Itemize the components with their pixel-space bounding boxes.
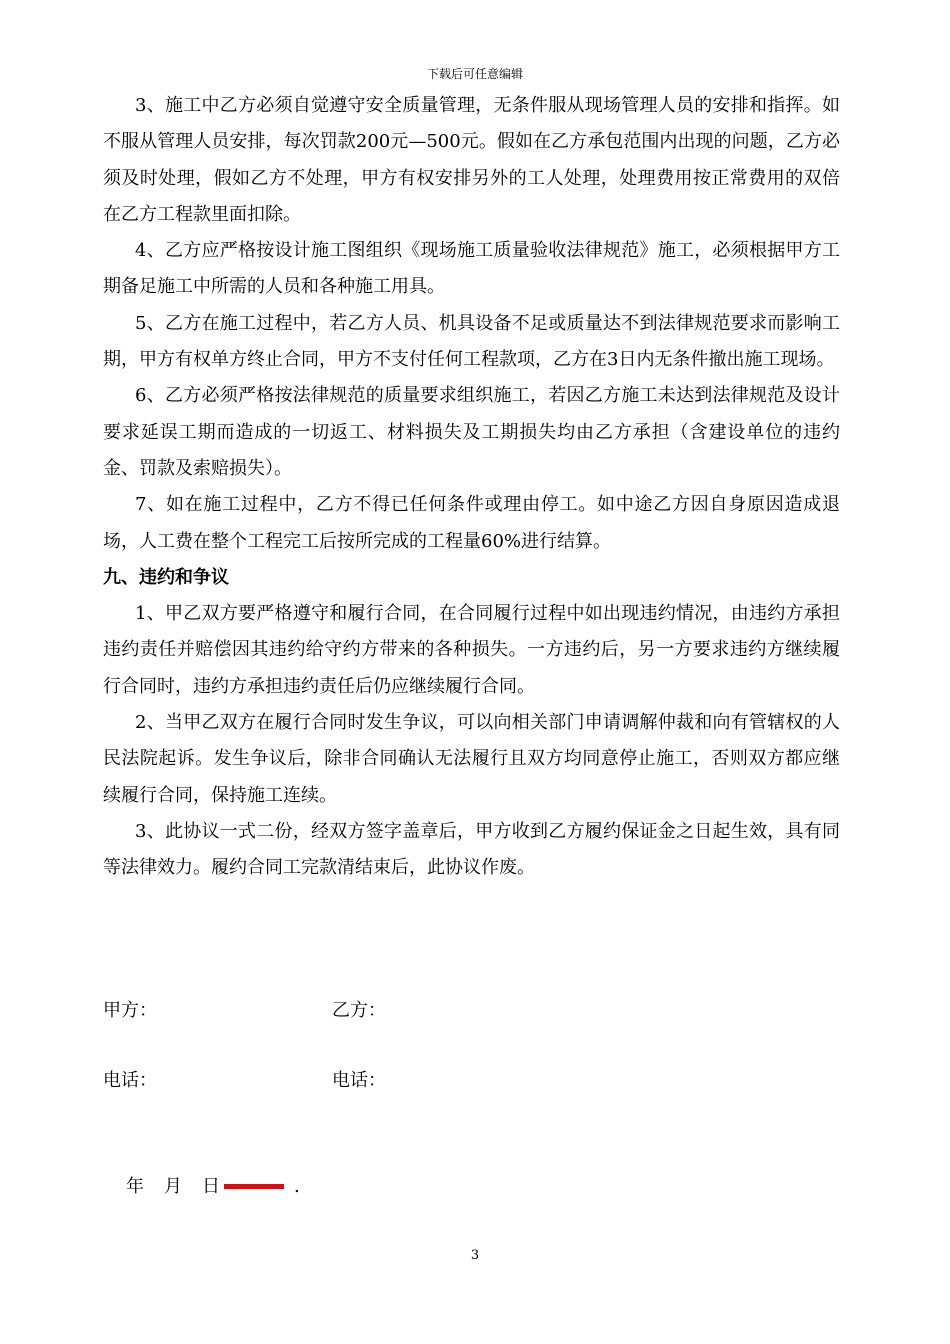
breach-clause-3-paragraph: 3、此协议一式二份，经双方签字盖章后，甲方收到乙方履约保证金之日起生效，具有同等法律效力。履约合同工完款清结束后，此协议作废。: [103, 820, 840, 879]
breach-clause-1-paragraph: 1、甲乙双方要严格遵守和履行合同，在合同履行过程中如出现违约情况，由违约方承担违约责任并赔偿因其违约给守约方带来的各种损失。一方违约后，另一方要求违约方继续履行合同时，违约方承担违约责任后仍应继续履行合同。: [103, 603, 840, 697]
red-stamp-mark: [224, 1184, 284, 1189]
date-year-label: 年: [126, 1176, 144, 1197]
date-day-label: 日: [202, 1176, 220, 1197]
page-number: 3: [470, 1248, 480, 1263]
clause-4-paragraph: 4、乙方应严格按设计施工图组织《现场施工质量验收法律规范》施工，必须根据甲方工期备足施工中所需的人员和各种施工用具。: [103, 240, 840, 298]
signature-row: [103, 999, 840, 1023]
clause-3-paragraph: 3、施工中乙方必须自觉遵守安全质量管理，无条件服从现场管理人员的安排和指挥。如不服从管理人员安排，每次罚款200元—500元。假如在乙方承包范围内出现的问题，乙方必须及时处理，假如乙方不处理，甲方有权安排另外的工人处理，处理费用按正常费用的双倍在乙方工程款里面扣除。: [103, 95, 840, 225]
date-month-label: 月: [164, 1176, 182, 1197]
phone-a-label: 电话：: [103, 1070, 157, 1091]
phone-row: [103, 1069, 840, 1093]
clause-7-paragraph: 7、如在施工过程中，乙方不得已任何条件或理由停工。如中途乙方因自身原因造成退场，人工费在整个工程完工后按所完成的工程量60%进行结算。: [103, 494, 840, 552]
clause-6-paragraph: 6、乙方必须严格按法律规范的质量要求组织施工，若因乙方施工未达到法律规范及设计要求延误工期而造成的一切返工、材料损失及工期损失均由乙方承担（含建设单位的违约金、罚款及索赔损失）。: [103, 385, 840, 479]
date-line: [126, 1175, 300, 1199]
phone-b-label: 电话：: [332, 1070, 386, 1091]
party-a-label: 甲方：: [103, 1000, 157, 1021]
document-body: [103, 88, 840, 887]
clause-5-paragraph: 5、乙方在施工过程中，若乙方人员、机具设备不足或质量达不到法律规范要求而影响工期，甲方有权单方终止合同，甲方不支付任何工程款项，乙方在3日内无条件撤出施工现场。: [103, 312, 840, 371]
section-heading-breach-dispute: 九、违约和争议: [103, 566, 229, 588]
page-header: 下载后可任意编辑: [426, 67, 523, 81]
party-b-label: 乙方：: [332, 1000, 386, 1021]
date-trailing-period: .: [294, 1176, 300, 1197]
breach-clause-2-paragraph: 2、当甲乙双方在履行合同时发生争议，可以向相关部门申请调解仲裁和向有管辖权的人民法院起诉。发生争议后，除非合同确认无法履行且双方均同意停止施工，否则双方都应继续履行合同，保持施工连续。: [103, 712, 840, 806]
